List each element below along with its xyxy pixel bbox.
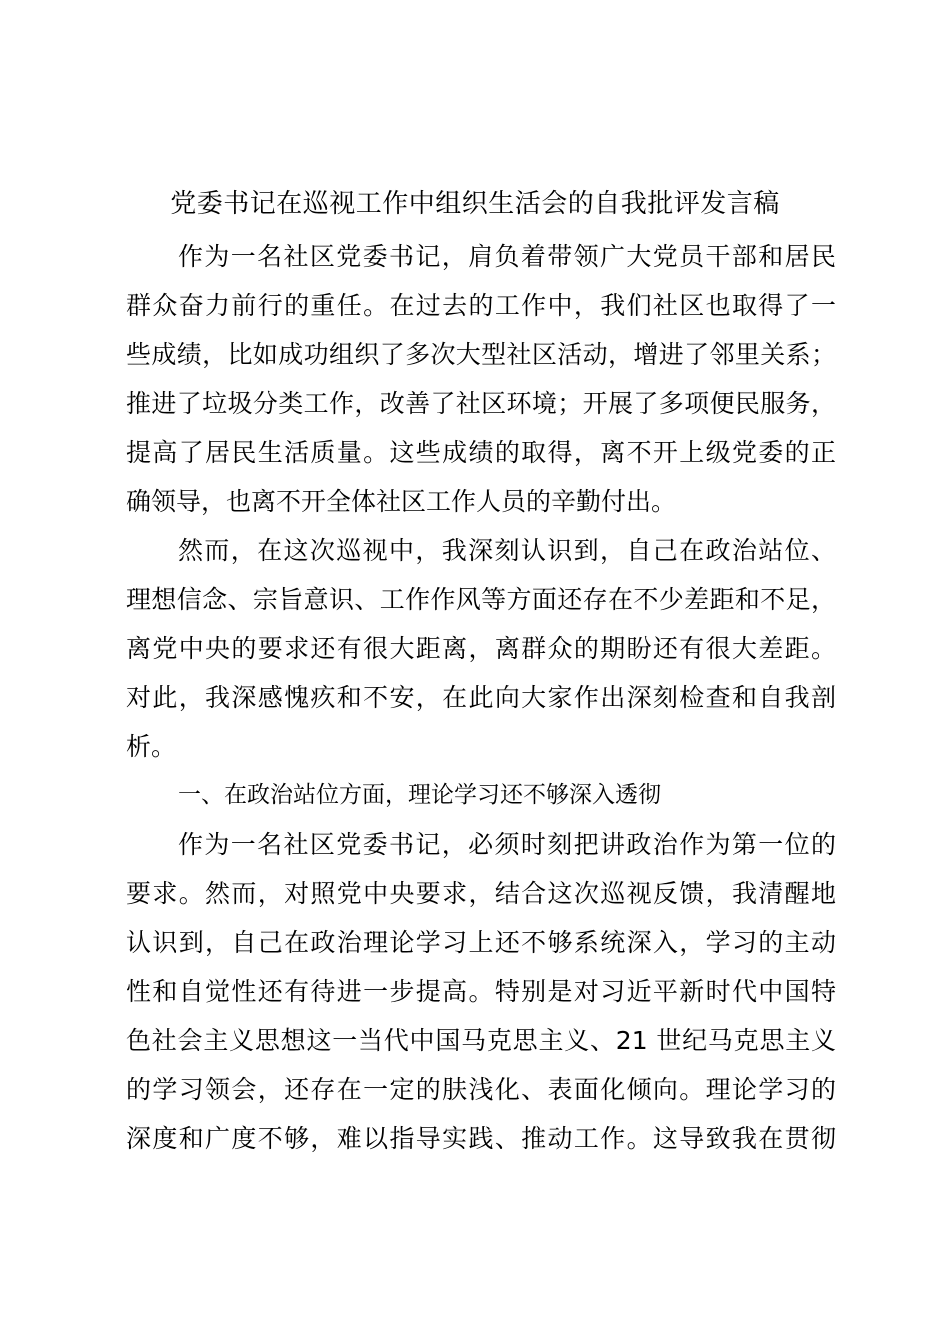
text-line: 认识到，自己在政治理论学习上还不够系统深入，学习的主动 [126, 928, 836, 957]
text-line: 群众奋力前行的重任。在过去的工作中，我们社区也取得了一 [126, 291, 836, 320]
text-line: 深度和广度不够，难以指导实践、推动工作。这导致我在贯彻 [126, 1124, 836, 1153]
text-line: 推进了垃圾分类工作，改善了社区环境；开展了多项便民服务， [126, 389, 836, 418]
text-line: 提高了居民生活质量。这些成绩的取得，离不开上级党委的正 [126, 438, 836, 467]
text-line: 作为一名社区党委书记，肩负着带领广大党员干部和居民 [178, 242, 836, 271]
text-line: 作为一名社区党委书记，必须时刻把讲政治作为第一位的 [178, 830, 836, 859]
text-line: 析。 [126, 732, 177, 761]
text-line: 性和自觉性还有待进一步提高。特别是对习近平新时代中国特 [126, 977, 836, 1006]
section-heading: 一、在政治站位方面，理论学习还不够深入透彻 [178, 782, 661, 808]
document-body [126, 232, 836, 1163]
text-line: 确领导，也离不开全体社区工作人员的辛勤付出。 [126, 487, 677, 516]
text-line: 离党中央的要求还有很大距离，离群众的期盼还有很大差距。 [126, 634, 836, 663]
document-title: 党委书记在巡视工作中组织生活会的自我批评发言稿 [170, 189, 780, 219]
paragraph-3 [126, 820, 836, 1163]
text-line: 色社会主义思想这一当代中国马克思主义、21 世纪马克思主义 [126, 1026, 836, 1055]
text-line: 的学习领会，还存在一定的肤浅化、表面化倾向。理论学习的 [126, 1075, 836, 1104]
text-line: 对此，我深感愧疚和不安，在此向大家作出深刻检查和自我剖 [126, 683, 836, 712]
text-line: 理想信念、宗旨意识、工作作风等方面还存在不少差距和不足， [126, 585, 836, 614]
paragraph-2 [126, 526, 836, 771]
text-line: 些成绩，比如成功组织了多次大型社区活动，增进了邻里关系； [126, 340, 836, 369]
text-line: 要求。然而，对照党中央要求，结合这次巡视反馈，我清醒地 [126, 879, 836, 908]
text-line: 然而，在这次巡视中，我深刻认识到，自己在政治站位、 [178, 536, 836, 565]
paragraph-1 [126, 232, 836, 526]
